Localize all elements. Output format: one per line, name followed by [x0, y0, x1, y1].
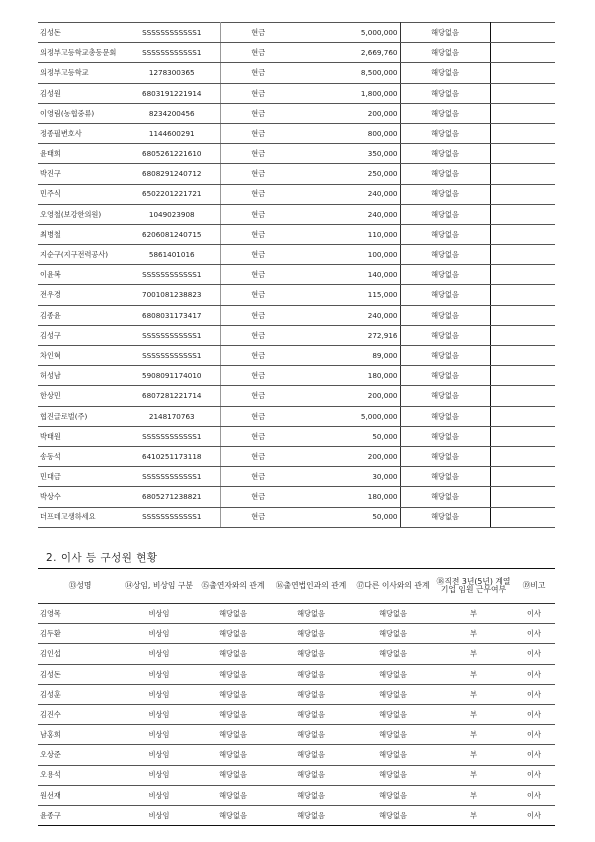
- corp-relation-cell: 해당없음: [270, 624, 352, 644]
- donation-row: [38, 487, 555, 507]
- director-type-cell: 비상임: [122, 725, 196, 745]
- corp-relation-cell: 해당없음: [270, 664, 352, 684]
- extra-cell: [490, 23, 555, 43]
- director-row: [38, 765, 555, 785]
- donor-name-cell: 민대금: [38, 467, 124, 487]
- donation-type-cell: 현금: [220, 164, 296, 184]
- donation-amount-cell: 50,000: [296, 507, 400, 527]
- donation-amount-cell: 8,500,000: [296, 63, 400, 83]
- director-relation-cell: 해당없음: [352, 785, 434, 805]
- director-row: [38, 624, 555, 644]
- relation-cell: 해당없음: [400, 144, 490, 164]
- donor-relation-cell: 해당없음: [196, 664, 270, 684]
- donor-id-cell: 6803191221914: [124, 83, 220, 103]
- donor-id-cell: SSSSSSSSSSSS1: [124, 507, 220, 527]
- donation-type-cell: 현금: [220, 346, 296, 366]
- donation-type-cell: 현금: [220, 144, 296, 164]
- donation-row: [38, 23, 555, 43]
- relation-cell: 해당없음: [400, 204, 490, 224]
- donation-amount-cell: 110,000: [296, 224, 400, 244]
- donor-name-cell: 차인혁: [38, 346, 124, 366]
- donation-type-cell: 현금: [220, 245, 296, 265]
- directors-header-row: [38, 569, 555, 604]
- donation-amount-cell: 115,000: [296, 285, 400, 305]
- donor-name-cell: 정종필변호사: [38, 123, 124, 143]
- corp-relation-cell: 해당없음: [270, 785, 352, 805]
- director-name-cell: 김성훈: [38, 684, 122, 704]
- donation-type-cell: 현금: [220, 325, 296, 345]
- extra-cell: [490, 43, 555, 63]
- section-title: 2. 이사 등 구성원 현황: [46, 552, 158, 564]
- relation-cell: 해당없음: [400, 406, 490, 426]
- extra-cell: [490, 245, 555, 265]
- donation-type-cell: 현금: [220, 426, 296, 446]
- extra-cell: [490, 265, 555, 285]
- extra-cell: [490, 63, 555, 83]
- director-name-cell: 윤종구: [38, 805, 122, 825]
- donor-id-cell: 2148170763: [124, 406, 220, 426]
- relation-cell: 해당없음: [400, 184, 490, 204]
- donation-amount-cell: 180,000: [296, 487, 400, 507]
- director-relation-cell: 해당없음: [352, 644, 434, 664]
- donation-type-cell: 현금: [220, 224, 296, 244]
- relation-cell: 해당없음: [400, 366, 490, 386]
- donation-row: [38, 245, 555, 265]
- relation-cell: 해당없음: [400, 103, 490, 123]
- donation-amount-cell: 2,669,760: [296, 43, 400, 63]
- donation-type-cell: 현금: [220, 507, 296, 527]
- corp-relation-cell: 해당없음: [270, 604, 352, 624]
- director-relation-cell: 해당없음: [352, 745, 434, 765]
- donation-amount-cell: 140,000: [296, 265, 400, 285]
- director-type-cell: 비상임: [122, 745, 196, 765]
- director-row: [38, 644, 555, 664]
- donation-row: [38, 123, 555, 143]
- column-header-label: 성명: [76, 580, 92, 590]
- corp-relation-cell: 해당없음: [270, 725, 352, 745]
- donor-name-cell: 전우경: [38, 285, 124, 305]
- donor-name-cell: 김성돈: [38, 23, 124, 43]
- corp-relation-cell: 해당없음: [270, 684, 352, 704]
- donation-row: [38, 144, 555, 164]
- relation-cell: 해당없음: [400, 265, 490, 285]
- donor-relation-cell: 해당없음: [196, 805, 270, 825]
- column-number-marker: ⑮: [201, 580, 210, 590]
- affiliate-work-cell: 부: [434, 745, 513, 765]
- column-header: [122, 569, 196, 604]
- donor-relation-cell: 해당없음: [196, 745, 270, 765]
- donor-name-cell: 박진구: [38, 164, 124, 184]
- extra-cell: [490, 305, 555, 325]
- column-number-marker: ⑱: [436, 576, 445, 586]
- column-header: [38, 569, 122, 604]
- affiliate-work-cell: 부: [434, 785, 513, 805]
- donor-relation-cell: 해당없음: [196, 785, 270, 805]
- donor-id-cell: 8234200456: [124, 103, 220, 123]
- donation-row: [38, 43, 555, 63]
- director-name-cell: 김진수: [38, 704, 122, 724]
- extra-cell: [490, 103, 555, 123]
- donor-name-cell: 민주식: [38, 184, 124, 204]
- director-type-cell: 비상임: [122, 604, 196, 624]
- donation-row: [38, 83, 555, 103]
- donor-name-cell: 박상수: [38, 487, 124, 507]
- donation-type-cell: 현금: [220, 43, 296, 63]
- director-name-cell: 원선재: [38, 785, 122, 805]
- donation-row: [38, 325, 555, 345]
- donor-relation-cell: 해당없음: [196, 684, 270, 704]
- extra-cell: [490, 426, 555, 446]
- donation-type-cell: 현금: [220, 467, 296, 487]
- extra-cell: [490, 123, 555, 143]
- donation-row: [38, 386, 555, 406]
- relation-cell: 해당없음: [400, 285, 490, 305]
- donor-relation-cell: 해당없음: [196, 624, 270, 644]
- corp-relation-cell: 해당없음: [270, 745, 352, 765]
- relation-cell: 해당없음: [400, 43, 490, 63]
- donor-name-cell: 김종윤: [38, 305, 124, 325]
- donation-amount-cell: 200,000: [296, 386, 400, 406]
- extra-cell: [490, 406, 555, 426]
- donor-name-cell: 최병철: [38, 224, 124, 244]
- donation-amount-cell: 89,000: [296, 346, 400, 366]
- donation-row: [38, 63, 555, 83]
- donor-relation-cell: 해당없음: [196, 644, 270, 664]
- column-header: [196, 569, 270, 604]
- donor-name-cell: 김성원: [38, 83, 124, 103]
- donor-id-cell: SSSSSSSSSSSS1: [124, 346, 220, 366]
- relation-cell: 해당없음: [400, 83, 490, 103]
- director-relation-cell: 해당없음: [352, 604, 434, 624]
- director-name-cell: 오상준: [38, 745, 122, 765]
- donation-row: [38, 224, 555, 244]
- relation-cell: 해당없음: [400, 23, 490, 43]
- donation-type-cell: 현금: [220, 406, 296, 426]
- column-header-label: 직전 3년(5년) 계열기업 임원 근무여부: [440, 576, 511, 594]
- donation-type-cell: 현금: [220, 446, 296, 466]
- director-type-cell: 비상임: [122, 664, 196, 684]
- donor-id-cell: 7001081238823: [124, 285, 220, 305]
- donation-amount-cell: 272,916: [296, 325, 400, 345]
- donor-id-cell: 1278300365: [124, 63, 220, 83]
- director-type-cell: 비상임: [122, 765, 196, 785]
- director-type-cell: 비상임: [122, 644, 196, 664]
- relation-cell: 해당없음: [400, 386, 490, 406]
- column-header: [434, 569, 513, 604]
- director-row: [38, 725, 555, 745]
- extra-cell: [490, 386, 555, 406]
- donation-amount-cell: 240,000: [296, 204, 400, 224]
- donor-id-cell: SSSSSSSSSSSS1: [124, 467, 220, 487]
- affiliate-work-cell: 부: [434, 805, 513, 825]
- director-relation-cell: 해당없음: [352, 664, 434, 684]
- donor-id-cell: 6502201221721: [124, 184, 220, 204]
- note-cell: 이사: [513, 664, 555, 684]
- donor-relation-cell: 해당없음: [196, 765, 270, 785]
- donation-amount-cell: 800,000: [296, 123, 400, 143]
- director-relation-cell: 해당없음: [352, 765, 434, 785]
- donor-name-cell: 이영림(농협중류): [38, 103, 124, 123]
- donation-amount-cell: 1,800,000: [296, 83, 400, 103]
- note-cell: 이사: [513, 765, 555, 785]
- donation-row: [38, 204, 555, 224]
- donor-id-cell: 5861401016: [124, 245, 220, 265]
- relation-cell: 해당없음: [400, 164, 490, 184]
- extra-cell: [490, 446, 555, 466]
- donor-id-cell: SSSSSSSSSSSS1: [124, 426, 220, 446]
- donor-id-cell: 1144600291: [124, 123, 220, 143]
- director-name-cell: 김두환: [38, 624, 122, 644]
- donor-id-cell: 6808291240712: [124, 164, 220, 184]
- donor-relation-cell: 해당없음: [196, 604, 270, 624]
- donation-amount-cell: 180,000: [296, 366, 400, 386]
- donations-table: [38, 22, 555, 528]
- donor-id-cell: SSSSSSSSSSSS1: [124, 23, 220, 43]
- donation-amount-cell: 100,000: [296, 245, 400, 265]
- donation-row: [38, 184, 555, 204]
- director-type-cell: 비상임: [122, 624, 196, 644]
- column-number-marker: ⑬: [68, 580, 77, 590]
- director-row: [38, 805, 555, 825]
- donation-type-cell: 현금: [220, 103, 296, 123]
- corp-relation-cell: 해당없음: [270, 704, 352, 724]
- donor-name-cell: 지순구(지구전력공사): [38, 245, 124, 265]
- donor-id-cell: 6805271238821: [124, 487, 220, 507]
- donation-row: [38, 103, 555, 123]
- extra-cell: [490, 224, 555, 244]
- column-number-marker: ⑲: [522, 580, 531, 590]
- column-header-label: 다른 이사와의 관계: [364, 580, 430, 590]
- donation-row: [38, 426, 555, 446]
- relation-cell: 해당없음: [400, 224, 490, 244]
- relation-cell: 해당없음: [400, 245, 490, 265]
- donor-id-cell: 6807281221714: [124, 386, 220, 406]
- affiliate-work-cell: 부: [434, 644, 513, 664]
- donations-table-body: [38, 23, 555, 528]
- director-name-cell: 김성돈: [38, 664, 122, 684]
- donation-type-cell: 현금: [220, 23, 296, 43]
- donation-amount-cell: 240,000: [296, 305, 400, 325]
- relation-cell: 해당없음: [400, 467, 490, 487]
- extra-cell: [490, 204, 555, 224]
- donor-name-cell: 더프데고생하세요: [38, 507, 124, 527]
- column-header-label: 상임, 비상임 구분: [132, 580, 193, 590]
- director-relation-cell: 해당없음: [352, 624, 434, 644]
- director-name-cell: 남홍희: [38, 725, 122, 745]
- extra-cell: [490, 366, 555, 386]
- note-cell: 이사: [513, 745, 555, 765]
- relation-cell: 해당없음: [400, 426, 490, 446]
- donor-id-cell: 6805261221610: [124, 144, 220, 164]
- note-cell: 이사: [513, 604, 555, 624]
- donation-row: [38, 406, 555, 426]
- donation-type-cell: 현금: [220, 487, 296, 507]
- donation-row: [38, 346, 555, 366]
- donor-relation-cell: 해당없음: [196, 704, 270, 724]
- affiliate-work-cell: 부: [434, 624, 513, 644]
- extra-cell: [490, 285, 555, 305]
- donation-type-cell: 현금: [220, 366, 296, 386]
- column-number-marker: ⑰: [356, 580, 365, 590]
- extra-cell: [490, 83, 555, 103]
- relation-cell: 해당없음: [400, 63, 490, 83]
- donation-row: [38, 366, 555, 386]
- column-header: [270, 569, 352, 604]
- column-number-marker: ⑭: [125, 580, 133, 590]
- donation-type-cell: 현금: [220, 83, 296, 103]
- donor-name-cell: 의정부고등학교: [38, 63, 124, 83]
- director-name-cell: 오용석: [38, 765, 122, 785]
- director-relation-cell: 해당없음: [352, 704, 434, 724]
- donor-id-cell: 1049023908: [124, 204, 220, 224]
- donor-name-cell: 허성남: [38, 366, 124, 386]
- donor-name-cell: 송동석: [38, 446, 124, 466]
- donor-id-cell: SSSSSSSSSSSS1: [124, 325, 220, 345]
- director-name-cell: 김인섭: [38, 644, 122, 664]
- directors-table-body: [38, 604, 555, 826]
- note-cell: 이사: [513, 644, 555, 664]
- donor-id-cell: 6206081240715: [124, 224, 220, 244]
- affiliate-work-cell: 부: [434, 664, 513, 684]
- donation-amount-cell: 30,000: [296, 467, 400, 487]
- director-type-cell: 비상임: [122, 704, 196, 724]
- column-header: [513, 569, 555, 604]
- donor-id-cell: SSSSSSSSSSSS1: [124, 265, 220, 285]
- relation-cell: 해당없음: [400, 123, 490, 143]
- donor-id-cell: SSSSSSSSSSSS1: [124, 43, 220, 63]
- donor-relation-cell: 해당없음: [196, 725, 270, 745]
- note-cell: 이사: [513, 785, 555, 805]
- affiliate-work-cell: 부: [434, 704, 513, 724]
- director-row: [38, 704, 555, 724]
- affiliate-work-cell: 부: [434, 725, 513, 745]
- donor-name-cell: 오영철(보강한의원): [38, 204, 124, 224]
- donation-row: [38, 446, 555, 466]
- directors-table: [38, 568, 555, 826]
- donation-type-cell: 현금: [220, 63, 296, 83]
- donation-amount-cell: 50,000: [296, 426, 400, 446]
- corp-relation-cell: 해당없음: [270, 765, 352, 785]
- director-relation-cell: 해당없음: [352, 684, 434, 704]
- donor-name-cell: 김성구: [38, 325, 124, 345]
- donation-row: [38, 164, 555, 184]
- donation-row: [38, 467, 555, 487]
- column-header-label: 출연법인과의 관계: [283, 580, 347, 590]
- extra-cell: [490, 144, 555, 164]
- donation-type-cell: 현금: [220, 285, 296, 305]
- affiliate-work-cell: 부: [434, 765, 513, 785]
- corp-relation-cell: 해당없음: [270, 805, 352, 825]
- relation-cell: 해당없음: [400, 346, 490, 366]
- relation-cell: 해당없음: [400, 446, 490, 466]
- relation-cell: 해당없음: [400, 487, 490, 507]
- note-cell: 이사: [513, 624, 555, 644]
- donation-row: [38, 507, 555, 527]
- affiliate-work-cell: 부: [434, 604, 513, 624]
- donation-type-cell: 현금: [220, 123, 296, 143]
- donor-name-cell: 이윤복: [38, 265, 124, 285]
- note-cell: 이사: [513, 684, 555, 704]
- donor-id-cell: 5908091174010: [124, 366, 220, 386]
- extra-cell: [490, 346, 555, 366]
- affiliate-work-cell: 부: [434, 684, 513, 704]
- note-cell: 이사: [513, 704, 555, 724]
- column-header-label: 출연자와의 관계: [209, 580, 265, 590]
- column-header-label: 비고: [530, 580, 546, 590]
- donation-amount-cell: 250,000: [296, 164, 400, 184]
- extra-cell: [490, 467, 555, 487]
- relation-cell: 해당없음: [400, 507, 490, 527]
- director-row: [38, 785, 555, 805]
- extra-cell: [490, 325, 555, 345]
- donation-amount-cell: 350,000: [296, 144, 400, 164]
- donation-type-cell: 현금: [220, 265, 296, 285]
- note-cell: 이사: [513, 725, 555, 745]
- donor-name-cell: 박태원: [38, 426, 124, 446]
- donation-amount-cell: 240,000: [296, 184, 400, 204]
- donation-amount-cell: 5,000,000: [296, 23, 400, 43]
- director-name-cell: 김영목: [38, 604, 122, 624]
- column-number-marker: ⑯: [275, 580, 284, 590]
- director-row: [38, 664, 555, 684]
- donation-type-cell: 현금: [220, 204, 296, 224]
- relation-cell: 해당없음: [400, 305, 490, 325]
- donor-name-cell: 협진글로벌(주): [38, 406, 124, 426]
- relation-cell: 해당없음: [400, 325, 490, 345]
- extra-cell: [490, 164, 555, 184]
- director-row: [38, 684, 555, 704]
- donation-type-cell: 현금: [220, 305, 296, 325]
- director-type-cell: 비상임: [122, 684, 196, 704]
- director-relation-cell: 해당없음: [352, 725, 434, 745]
- extra-cell: [490, 184, 555, 204]
- corp-relation-cell: 해당없음: [270, 644, 352, 664]
- donor-name-cell: 의정부고등학교총동문회: [38, 43, 124, 63]
- column-header: [352, 569, 434, 604]
- director-row: [38, 604, 555, 624]
- director-relation-cell: 해당없음: [352, 805, 434, 825]
- extra-cell: [490, 507, 555, 527]
- director-row: [38, 745, 555, 765]
- donation-type-cell: 현금: [220, 386, 296, 406]
- donation-type-cell: 현금: [220, 184, 296, 204]
- donation-row: [38, 285, 555, 305]
- donation-amount-cell: 200,000: [296, 103, 400, 123]
- donation-row: [38, 265, 555, 285]
- donor-id-cell: 6410251173118: [124, 446, 220, 466]
- note-cell: 이사: [513, 805, 555, 825]
- director-type-cell: 비상임: [122, 805, 196, 825]
- donor-id-cell: 6808031173417: [124, 305, 220, 325]
- extra-cell: [490, 487, 555, 507]
- director-type-cell: 비상임: [122, 785, 196, 805]
- donor-name-cell: 한상민: [38, 386, 124, 406]
- donation-amount-cell: 5,000,000: [296, 406, 400, 426]
- donor-name-cell: 윤태희: [38, 144, 124, 164]
- donation-row: [38, 305, 555, 325]
- donation-amount-cell: 200,000: [296, 446, 400, 466]
